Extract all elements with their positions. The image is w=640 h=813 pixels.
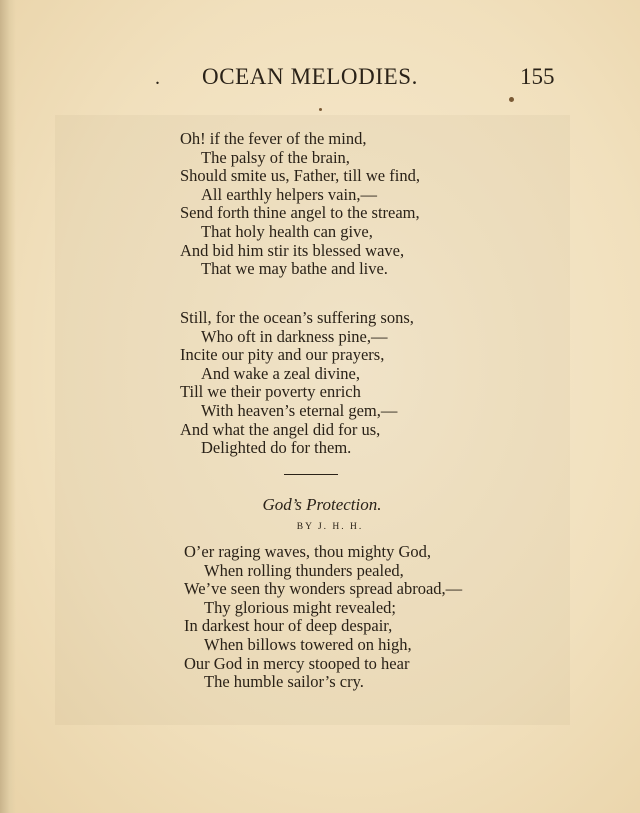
- poem-line: Delighted do for them.: [201, 438, 352, 458]
- poem-line: Oh! if the fever of the mind,: [180, 129, 367, 148]
- poem-line: All earthly helpers vain,—: [201, 184, 377, 204]
- poem-line: Till we their poverty enrich: [180, 382, 361, 402]
- poem-line: Incite our pity and our prayers,: [180, 345, 385, 365]
- poem-line: When billows towered on high,: [204, 634, 412, 654]
- poem-line: Send forth thine angel to the stream,: [180, 203, 420, 223]
- poem-line: O’er raging waves, thou mighty God,: [184, 542, 431, 561]
- ink-speck: [509, 97, 514, 102]
- poem-line: Thy glorious might revealed;: [204, 597, 396, 617]
- poem-line: Still, for the ocean’s suffering sons,: [180, 308, 414, 327]
- poem-title: God’s Protection.: [262, 495, 382, 514]
- page-header: [0, 62, 640, 92]
- poem-byline: BY J. H. H.: [296, 522, 364, 532]
- poem-line: The humble sailor’s cry.: [204, 672, 364, 692]
- stanza-2: [0, 309, 640, 458]
- section-divider-rule: [284, 474, 338, 475]
- poem-line: Should smite us, Father, till we find,: [180, 166, 420, 186]
- poem-line: Who oft in darkness pine,—: [201, 326, 388, 346]
- ink-speck: [319, 108, 322, 111]
- running-title: OCEAN MELODIES.: [202, 64, 418, 89]
- stanza-3: [0, 543, 640, 692]
- poem-line: And wake a zeal divine,: [201, 363, 360, 383]
- poem-line: In darkest hour of deep despair,: [184, 616, 393, 636]
- poem-line: And bid him stir its blessed wave,: [180, 240, 405, 260]
- page-number: 155: [520, 64, 555, 89]
- header-ornament: .: [155, 67, 160, 89]
- poem-line: We’ve seen thy wonders spread abroad,—: [184, 579, 463, 599]
- poem-line: That holy health can give,: [201, 221, 373, 241]
- poem-line: That we may bathe and live.: [201, 259, 388, 279]
- poem-line: When rolling thunders pealed,: [204, 560, 404, 580]
- poem-line: Our God in mercy stooped to hear: [184, 653, 410, 673]
- poem-line: The palsy of the brain,: [201, 147, 350, 167]
- stanza-1: [0, 130, 640, 279]
- poem-line: With heaven’s eternal gem,—: [201, 400, 398, 420]
- poem-line: And what the angel did for us,: [180, 419, 381, 439]
